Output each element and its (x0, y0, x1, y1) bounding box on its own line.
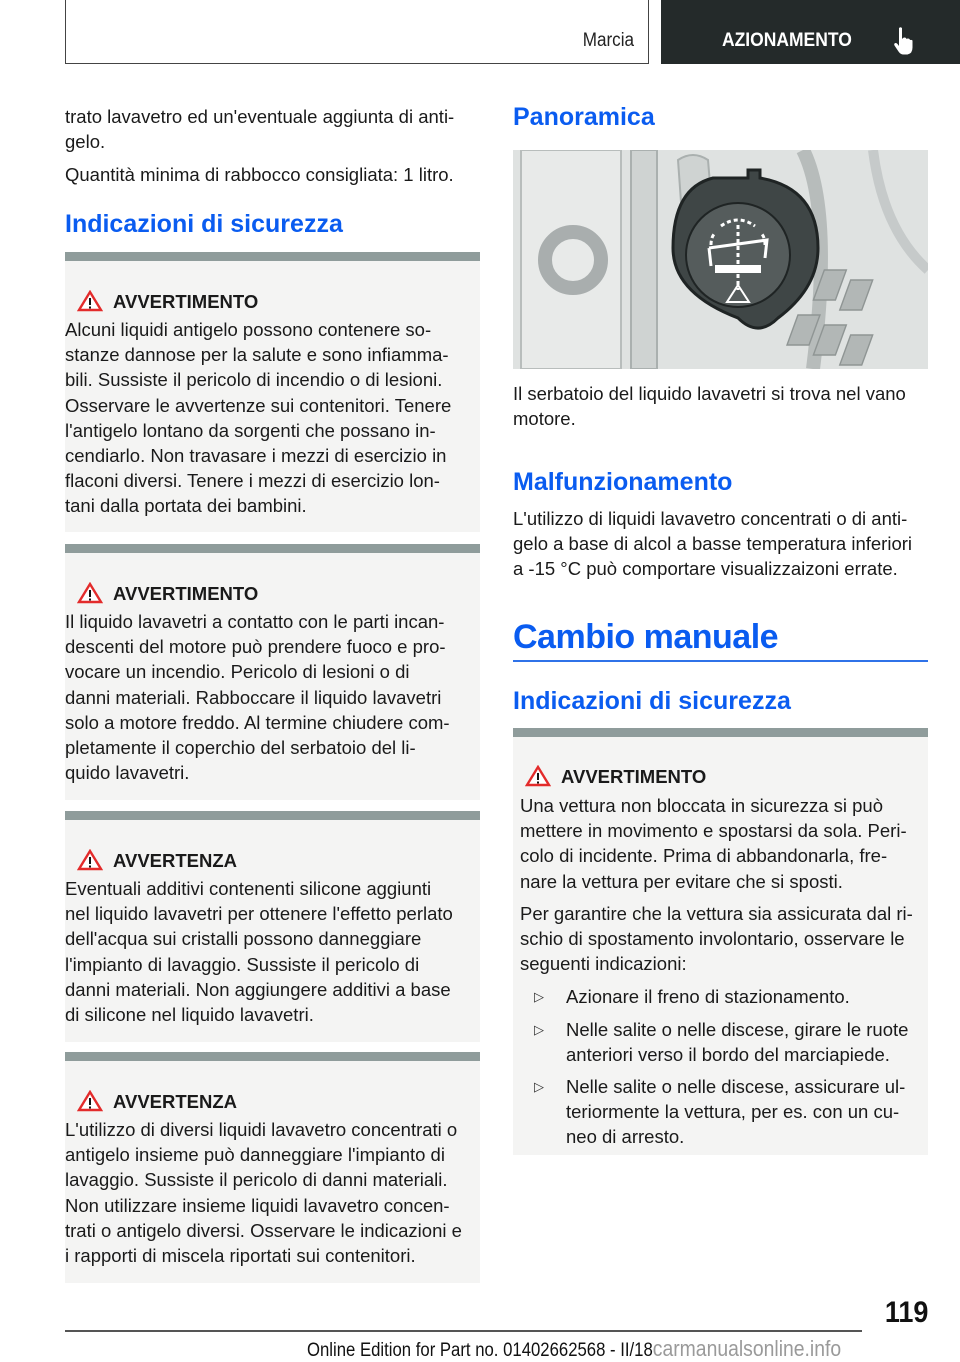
chapter-heading-manual-gearbox: Cambio manuale (513, 618, 779, 656)
footer-divider (65, 1330, 862, 1332)
footer-edition (307, 1336, 841, 1362)
figure-caption: Il serbatoio del liquido lavavetri si trova nel vano motore. (513, 383, 906, 429)
watermark: carmanualsonline.info (652, 1336, 842, 1361)
list-item: ▷ Nelle salite o nelle discese, girare le ruote anteriori verso il bordo del marciapiede. (534, 1018, 909, 1065)
warning-triangle-icon (525, 765, 551, 787)
chapter-label: AZIONAMENTO (722, 30, 852, 51)
recommended-quantity: Quantità minima di rabbocco consigliata: 1 litro. (65, 164, 454, 185)
washer-fluid-cap-illustration (513, 150, 928, 369)
warning-box (65, 811, 480, 1042)
section-heading-safety-gearbox: Indicazioni di sicurezza (513, 687, 791, 715)
warning-title: AVVERTIMENTO (113, 583, 259, 604)
header-chapter-tab (661, 0, 960, 64)
warning-title: AVVERTIMENTO (113, 291, 259, 312)
list-item: ▷ Nelle salite o nelle discese, assicurare ul- teriormente la vettura, per es. con un cu- neo di arresto. (534, 1076, 906, 1148)
list-item: ▷ Azionare il freno di stazionamento. (520, 984, 928, 1009)
warning-triangle-icon (77, 290, 103, 312)
washer-reservoir-figure (513, 150, 928, 369)
warning-title: AVVERTENZA (113, 1091, 238, 1112)
pointing-hand-icon (893, 26, 915, 56)
malfunction-text: L'utilizzo di liquidi lavavetro concentrati o di anti- gelo a base di alcol a basse temperatura inferiori a -15 °C può comportare visualizzaizoni errate. (513, 508, 913, 579)
warning-text: Una vettura non bloccata in sicurezza si può mettere in movimento e spostarsi da sola. Peri- colo di incidente. Prima di abbandonarla, fre- nare la vettura per evitare che si sposti. Per garantire che la vettura sia assicurata dal ri- schio di spostamento involontario, osservare le seguenti indicazioni: ▷ Azionare il freno di stazionamento. ▷ Nelle salite o nelle discese, girare le ruote anteriori verso il bordo del marciapiede. ▷ Nelle salite o nelle discese, assicurare ul- teriormente la vettura, per es. con un cu- neo di arresto. (520, 793, 928, 1150)
chapter-heading-underline (513, 660, 928, 662)
warning-text: Alcuni liquidi antigelo possono contenere so- stanze dannose per la salute e sono infiamma- bili. Sussiste il pericolo di incendio o di lesioni. Osservare le avvertenze sui contenitori. Tenere l'antigelo lontano da sorgenti che possano in- cendiarlo. Non travasare i mezzi di esercizio in flaconi diversi. Tenere i mezzi di esercizio lon- tani dalla portata dei bambini. (65, 319, 452, 517)
edition-text: Online Edition for Part no. 01402662568 - II/18 (307, 1340, 653, 1361)
page-number: 119 (884, 1296, 928, 1329)
intro-text (65, 104, 480, 187)
warning-box (65, 1052, 480, 1283)
warning-box (513, 728, 928, 1155)
section-heading-safety: Indicazioni di sicurezza (65, 210, 343, 238)
bullet-triangle-icon: ▷ (534, 989, 544, 1005)
warning-triangle-icon (77, 1090, 103, 1112)
warning-triangle-icon (77, 849, 103, 871)
warning-title: AVVERTENZA (113, 850, 238, 871)
intro-line: trato lavavetro ed un'eventuale aggiunta di anti- (65, 106, 455, 127)
section-label: Marcia (582, 30, 634, 51)
section-heading-malfunction: Malfunzionamento (513, 468, 733, 496)
warning-text: L'utilizzo di diversi liquidi lavavetro concentrati o antigelo insieme può danneggiare l'impianto di lavaggio. Sussiste il pericolo di danni materiali. Non utilizzare insieme liquidi lavavetro concen- trati o antigelo diversi. Osservare le indicazioni e i rapporti di miscela riportati sui contenitori. (65, 1119, 462, 1267)
warning-title: AVVERTIMENTO (561, 766, 707, 787)
header-section-tab (65, 0, 649, 64)
warning-box (65, 252, 480, 532)
bullet-triangle-icon: ▷ (534, 1021, 544, 1037)
warning-triangle-icon (77, 582, 103, 604)
bullet-triangle-icon: ▷ (534, 1079, 544, 1095)
warning-text: Eventuali additivi contenenti silicone aggiunti nel liquido lavavetri per ottenere l'effetto perlato dell'acqua sui cristalli possono danneggiare l'impianto di lavaggio. Sussiste il pericolo di danni materiali. Non aggiungere additivi a base di silicone nel liquido lavavetri. (65, 878, 453, 1026)
warning-box (65, 544, 480, 800)
section-heading-overview: Panoramica (513, 103, 655, 131)
intro-line: gelo. (65, 131, 106, 152)
warning-text: Il liquido lavavetri a contatto con le parti incan- descenti del motore può prendere fuoco e pro- vocare un incendio. Pericolo di lesioni o di danni materiali. Rabboccare il liquido lavavetri solo a motore freddo. Al termine chiudere com- pletamente il coperchio del serbatoio del li- quido lavavetri. (65, 611, 450, 784)
